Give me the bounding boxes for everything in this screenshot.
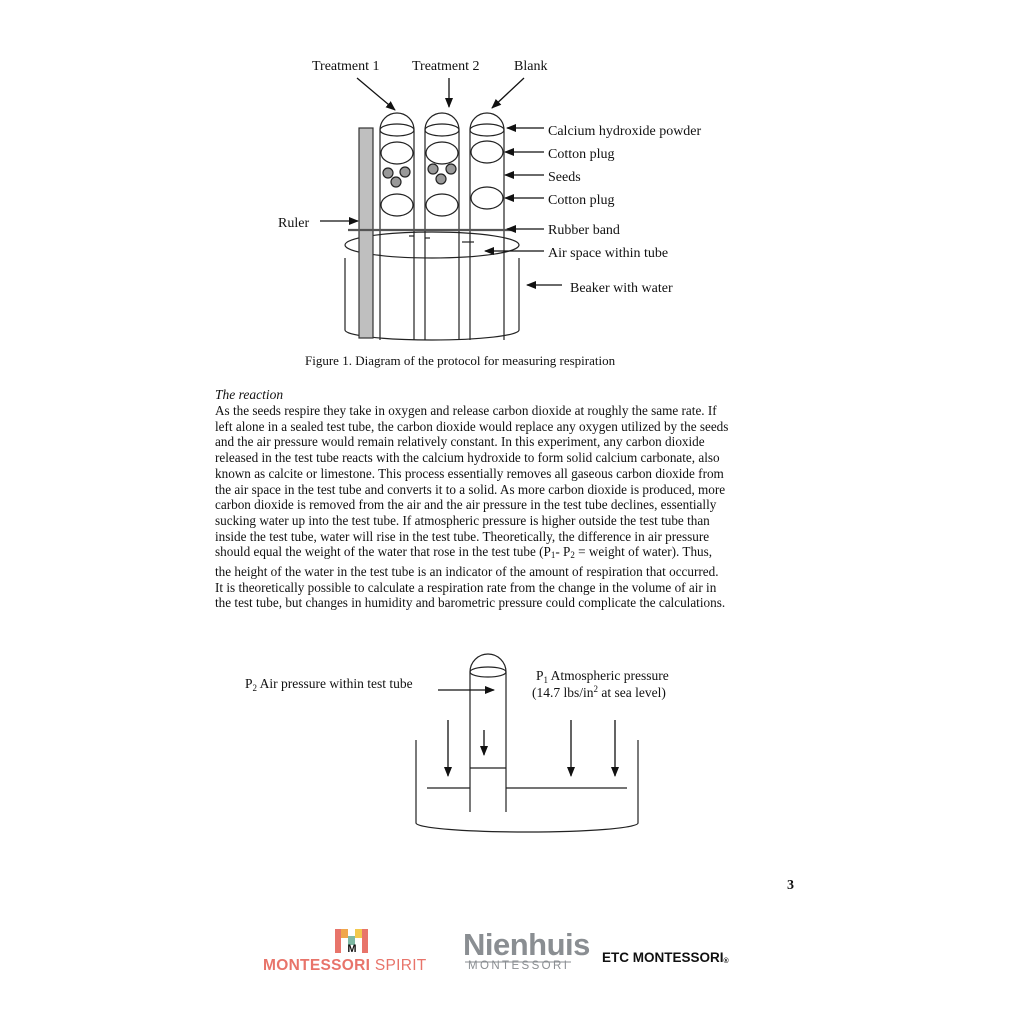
treatment-1-label: Treatment 1 bbox=[312, 59, 380, 74]
inverted-test-tube bbox=[470, 654, 506, 812]
rubber-band-label: Rubber band bbox=[548, 223, 620, 238]
etc-montessori-logo: ETC MONTESSORI® bbox=[602, 950, 729, 965]
test-tube-treatment-1 bbox=[380, 113, 414, 340]
p1-value: (14.7 lbs/$in^2$ at sea level) bbox=[532, 684, 666, 700]
p2-label: $P_2$ Air pressure within test tube bbox=[245, 676, 413, 693]
figure-1-caption: Figure 1. Diagram of the protocol for measuring respiration bbox=[305, 353, 616, 368]
cotton-plug-top-label: Cotton plug bbox=[548, 147, 615, 162]
body-paragraph bbox=[215, 403, 815, 611]
cotton-plug-bottom-label: Cotton plug bbox=[548, 193, 615, 208]
treatment-2-label: Treatment 2 bbox=[412, 59, 480, 74]
blank-label: Blank bbox=[514, 59, 548, 74]
page-number: 3 bbox=[787, 878, 794, 893]
blank-arrow bbox=[492, 78, 524, 108]
minus-p: - P bbox=[555, 544, 571, 560]
nienhuis-logo: Nienhuis bbox=[463, 927, 590, 962]
water-dish bbox=[416, 740, 638, 832]
subscript-1: 1 bbox=[550, 550, 556, 561]
p1-label: $P_1$ Atmospheric pressure bbox=[536, 668, 669, 685]
treatment-1-arrow bbox=[357, 78, 395, 110]
calcium-label: Calcium hydroxide powder bbox=[548, 124, 702, 139]
section-heading: The reaction bbox=[215, 387, 284, 402]
paragraph-part-1: As the seeds respire they take in oxygen and release carbon dioxide at roughly the same rate. If left alone in a sealed test tube, the carbon dioxide would replace any oxygen utilized by the seeds and the air pressure would remain relatively constant. In this experiment, any carbon dioxide released in the test tube reacts with the calcium hydroxide to form solid calcium carbonate, also known as calcite or limestone. This process essentially removes all gaseous carbon dioxide from the air space in the test tube and converts it to a solid. As more carbon dioxide is produced, more carbon dioxide is removed from the air and the air pressure in the test tube declines, essentially sucking water up into the test tube. If atmospheric pressure is higher outside the test tube than inside the test tube, water will rise in the test tube. Theoretically, the difference in air pressure should equal the weight of the water that rose in the test tube (P bbox=[215, 403, 729, 560]
nienhuis-underline bbox=[465, 961, 571, 975]
figure-1-diagram bbox=[0, 0, 1024, 380]
beaker-label: Beaker with water bbox=[570, 281, 673, 296]
test-tube-treatment-2 bbox=[425, 113, 459, 340]
test-tube-blank bbox=[462, 113, 504, 340]
subscript-2: 2 bbox=[570, 550, 575, 561]
air-space-label: Air space within tube bbox=[548, 246, 669, 261]
montessori-spirit-mark-letter: M bbox=[347, 943, 357, 953]
ruler bbox=[359, 128, 373, 338]
figure-2-diagram bbox=[0, 640, 1024, 850]
montessori-spirit-logo: MONTESSORI SPIRIT bbox=[263, 957, 427, 974]
nienhuis-logo-subtitle: MONTESSORI bbox=[468, 960, 570, 972]
paragraph-part-2: = weight of water). Thus, the height of the water in the test tube is an indicator of the amount of respiration that occurred. It is theoretically possible to calculate a respiration rate from the change in the volume of air in the test tube, but changes in humidity and barometric pressure could complicate the calculations. bbox=[215, 544, 726, 611]
ruler-label: Ruler bbox=[278, 216, 310, 231]
montessori-spirit-logo-mark bbox=[335, 929, 369, 953]
seeds-label: Seeds bbox=[548, 170, 581, 185]
